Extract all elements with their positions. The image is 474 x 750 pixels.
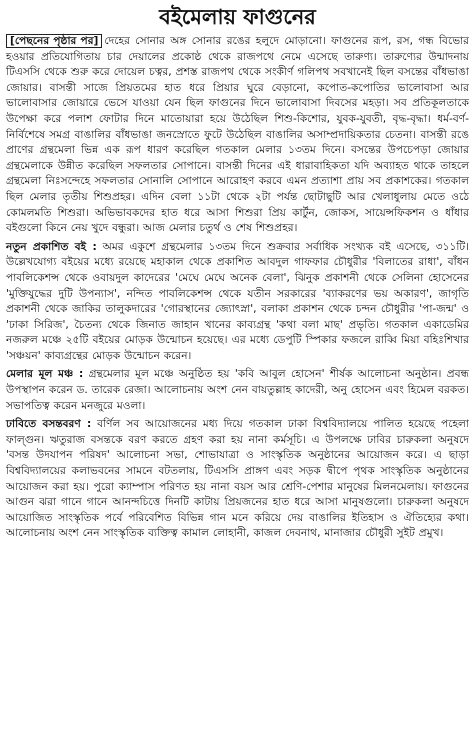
main-stage-text: গ্রন্থমেলার মূল মঞ্চে অনুষ্ঠিত হয় 'কবি আবুল হোসেন' শীর্ষক আলোচনা অনুষ্ঠান। প্রবন্ধ উপস্থাপন করেন ড. তারেক রেজা। আলোচনায় অংশ নেন বায়তুল্লাহ কাদেরী, অনু হোসেন এবং হিমেল বরকত। সভাপতিত্ব করেন মনজুরে মওলা।	[6, 368, 469, 412]
new-books-subhead: নতুন প্রকাশিত বই :	[6, 240, 97, 253]
main-stage-subhead: মেলার মূল মঞ্চ :	[6, 368, 84, 381]
continued-from-back-page-tag: [পেছনের পৃষ্ঠার পর]	[6, 34, 102, 48]
spring-celebration-paragraph	[6, 417, 469, 542]
spring-celebration-text: বর্ণিল সব আয়োজনের মধ্য দিয়ে গতকাল ঢাকা বিশ্ববিদ্যালয়ে পালিত হয়েছে পহেলা ফাল্গুন। ঋতুরাজ বসন্তকে বরণ করতে গ্রহণ করা হয় নানা কর্মসূচি। এ উপলক্ষে ঢাবির চারুকলা অনুষদে 'বসন্ত উদযাপন পরিষদ' আলোচনা সভা, শোভাযাত্রা ও সাংস্কৃতিক অনুষ্ঠানের আয়োজন করে। এ ছাড়া বিশ্ববিদ্যালয়ের কলাভবনের সামনে বটতলায়, টিএসসি প্রাঙ্গণ এবং সড়ক দ্বীপে পৃথক সাংস্কৃতিক অনুষ্ঠানের আয়োজন করা হয়। পুরো ক্যাম্পাস পরিণত হয় নানা বয়স আর শ্রেণি-পেশার মানুষের মিলনমেলায়। ফাগুনের আগুন ঝরা গানে গানে আনন্দচিত্তে দিনটি কাটায় প্রিয়জনের হাত ধরে আসা মানুষগুলো। চারুকলা অনুষদে আয়োজিত সাংস্কৃতিক পর্বে পরিবেশিত বিভিন্ন গান মনে করিয়ে দেয় বাঙালির ইতিহাস ও ঐতিহ্যের কথা। আলোচনায় অংশ নেন সাংস্কৃতিক ব্যক্তিত্ব কামাল লোহানী, কাজল দেবনাথ, মানাজার চৌধুরী সুইট প্রমুখ।	[6, 418, 469, 540]
new-books-paragraph	[6, 240, 469, 365]
new-books-text: অমর একুশে গ্রন্থমেলার ১৩তম দিনে শুক্রবার সর্বাধিক সংখ্যক বই এসেছে, ৩১১টি। উল্লেখযোগ্য বইয়ের মধ্যে রয়েছে মহাকাল থেকে প্রকাশিত আবদুল গাফফার চৌধুরীর 'বিলাতের রাধা', বাঁধন পাবলিকেশন্স থেকে ওবায়দুল কাদেরের 'মেঘে মেঘে অনেক বেলা', ঝিনুক প্রকাশনী থেকে সেলিনা হোসেনের 'মুক্তিযুদ্ধের দুটি উপন্যাস', নন্দিত পাবলিকেশন্স থেকে যতীন সরকারের 'ব্যাকরণের ভয় অকারণ', জাগৃতি প্রকাশনী থেকে জাকির তালুকদারের 'গোরস্থানের জ্যোৎস্না', বলাকা প্রকাশন থেকে চন্দন চৌধুরীর 'পা-জন্ম' ও 'ঢাকা সিরিজ', চৈতন্য থেকে জিনাত জাহান খানের কাব্যগ্রন্থ 'কথা বলা মাছ' প্রভৃতি। গতকাল একাডেমির নজরুল মঞ্চে ২৫টি বইয়ের মোড়ক উন্মোচন হয়েছে। এর মধ্যে ডেপুটি স্পিকার ফজলে রাব্বি মিয়া বহিঃশিখার 'সঞ্চয়ন' কাব্যগ্রন্থের মোড়ক উন্মোচন করেন।	[6, 240, 469, 362]
main-stage-paragraph	[6, 367, 469, 414]
headline: বইমেলায় ফাগুনের	[159, 4, 316, 29]
intro-text: দেহের সোনার অঙ্গ সোনার রঙের হলুদে মোড়ানো। ফাগুনের রূপ, রস, গন্ধ বিভোর হওয়ার প্রতিযোগিতায় চার দেয়ালের প্রকোষ্ঠ থেকে রাজপথে নেমে এসেছে তারুণ্য। তারুণ্যের উন্মাদনায় টিএসসি থেকে শুরু করে দোয়েল চত্বর, প্রশস্ত রাজপথ থেকে সংকীর্ণ গলিপথ সবখানেই ছিল বসন্তের বাঁধভাঙা জোয়ার। বাসন্তী সাজে প্রিয়তমের হাত ধরে প্রিয়ার ঘুরে বেড়ানো, কপোত-কপোতির ভালোবাসা আর ভালোবাসার জোয়ারে ভেসে যাওয়া যেন ছিল ফাগুনের দিনে ভালোবাসা দিবসের মহড়া। সব প্রতিকূলতাকে উপেক্ষা করে পলাশ ফোটার দিনে মাতোয়ারা হয়ে উঠেছিল শিশু-কিশোর, যুবক-যুবতী, বৃদ্ধ-বৃদ্ধা। ধর্ম-বর্ণ-নির্বিশেষে সমগ্র বাঙালির বাঁধভাঙা জনস্রোতে ফুটে উঠেছিল বাঙালির অসাম্প্রদায়িকতার চেতনা। বাসন্তী রঙে প্রাণের গ্রন্থমেলা ভিন্ন এক রূপ ধারণ করেছিল গতকাল মেলার ১৩তম দিনে। বসন্তের উপচেপড়া জোয়ার গ্রন্থমেলাকে উন্নীত করেছিল সফলতার সোপানে। বাসন্তী দিনের এই ধারাবাহিকতা যদি অব্যাহত থাকে তাহলে গ্রন্থমেলা নিঃসন্দেহে সফলতার সোনালি সোপানে আরোহণ করবে এমন প্রত্যাশা প্রায় সব প্রকাশকের। গতকাল ছিল মেলার তৃতীয় শিশুপ্রহর। এদিন বেলা ১১টা থেকে ২টা পর্যন্ত ছোটাছুটি আর খেলাধুলায় মেতে ওঠে কোমলমতি শিশুরা। অভিভাবকদের হাত ধরে আসা শিশুরা প্রিয় কার্টুন, জোকস, সায়েন্সফিকশন ও ধাঁধার বইগুলো কিনে নেয় খুদে বন্ধুরা। আজ মেলার চতুর্থ ও শেষ শিশুপ্রহর।	[6, 35, 469, 235]
intro-paragraph	[6, 34, 469, 237]
spring-celebration-subhead: ঢাবিতে বসন্তবরণ :	[6, 418, 92, 431]
